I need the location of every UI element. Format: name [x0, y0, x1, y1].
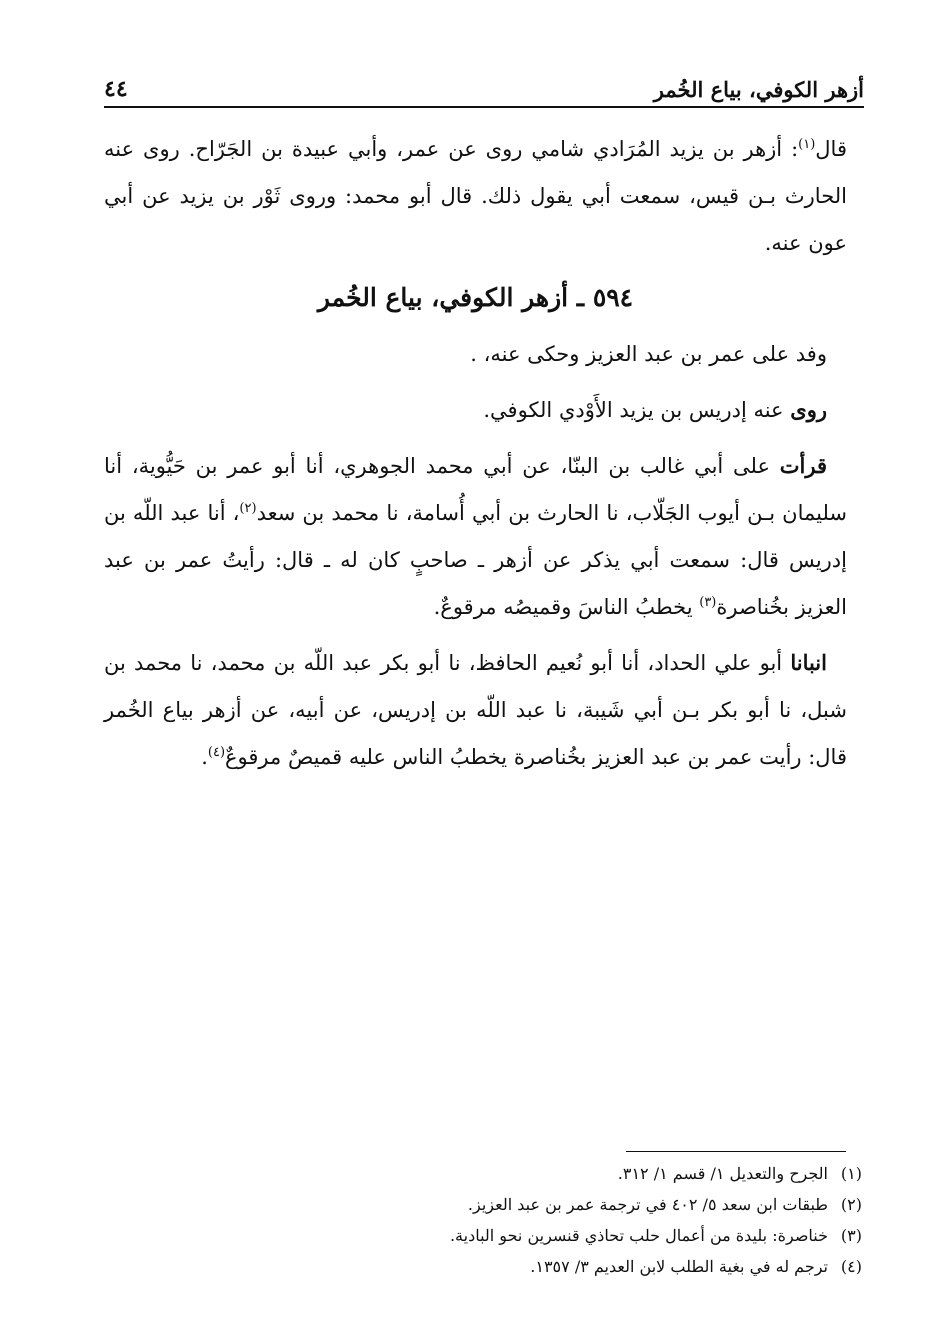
footnote-ref-1: (١): [798, 137, 816, 152]
footnotes: [120, 1158, 862, 1282]
footnote-2: [120, 1189, 862, 1220]
paragraph-5-end: .: [201, 745, 208, 769]
page-number: ٤٤: [104, 76, 128, 102]
paragraph-2: وفد على عمر بن عبد العزيز وحكى عنه، .: [470, 342, 827, 366]
entry-heading: ٥٩٤ ـ أزهر الكوفي، بياع الخُمر: [317, 283, 634, 312]
paragraph-5-lead: انبانا: [790, 650, 827, 675]
footnote-1: [120, 1158, 862, 1189]
spacer: [104, 434, 847, 442]
paragraph-3: [104, 386, 847, 434]
footnote-4: [120, 1251, 862, 1282]
paragraph-3-lead: روى: [790, 397, 827, 422]
footnote-number: (٤): [840, 1257, 862, 1276]
footnote-number: (٢): [840, 1195, 862, 1214]
running-title: أزهر الكوفي، بياع الخُمر: [653, 77, 864, 102]
paragraph-5-text: أبو علي الحداد، أنا أبو نُعيم الحافظ، نا أبو بكر عبد اللّه بن محمد، نا محمد بن شبل، نا أبو بكر بـن أبي شَيبة، نا عبد اللّه بن إدريس، عن أبيه، عن أزهر بياع الخُمر قال: رأيت عمر بن عبد العزيز بخُناصرة يخطبُ الناس عليه قميصٌ مرقوعٌ: [104, 651, 847, 769]
footnote-number: (٣): [840, 1226, 862, 1245]
paragraph-1-text: : أزهر بن يزيد المُرَادي شامي روى عن عمر، وأبي عبيدة بن الجَرّاح. روى عنه الحارث بـن قيس، سمعت أبي يقول ذلك. قال أبو محمد: وروى ثَوْر بن يزيد عن أبي عون عنه.: [104, 137, 847, 255]
paragraph-3-text: عنه إدريس بن يزيد الأَوْدي الكوفي.: [483, 398, 791, 422]
paragraph-4-text-a: على أبي غالب بن البنّا، عن أبي محمد الجوهري، أنا أبو عمر بن حَيُّوية، أنا سليمان بـن أيوب الجَلّاب، نا الحارث بن أبي أُسامة، نا محمد بن سعد: [104, 454, 847, 525]
footnote-text: الجرح والتعديل ١/ قسم ١/ ٣١٢.: [617, 1164, 828, 1183]
running-header: [104, 62, 864, 106]
footnote-ref-4: (٤): [207, 745, 226, 760]
footnote-text: ترجم له في بغية الطلب لابن العديم ٣/ ١٣٥٧.: [530, 1257, 828, 1276]
header-rule: [104, 106, 864, 108]
paragraph-4-lead: قرأت: [779, 453, 827, 478]
footnote-3: [120, 1220, 862, 1251]
body-text: [104, 126, 847, 781]
spacer: [104, 378, 847, 386]
paragraph-5: [104, 639, 847, 781]
footnote-text: خناصرة: بليدة من أعمال حلب تحاذي قنسرين نحو البادية.: [449, 1226, 828, 1245]
footnote-rule: [626, 1151, 846, 1152]
footnote-number: (١): [840, 1164, 862, 1183]
footnote-text: طبقات ابن سعد ٥/ ٤٠٢ في ترجمة عمر بن عبد العزيز.: [467, 1195, 828, 1214]
paragraph-4-text-b: ، أنا عبد اللّه بن إدريس قال: سمعت أبي يذكر عن أزهر ـ صاحبٍ كان له ـ قال: رأيتُ عمر بن عبد العزيز بخُناصرة: [104, 501, 847, 619]
footnote-ref-2: (٢): [239, 501, 257, 516]
paragraph-1-start: قال: [815, 137, 847, 161]
paragraph-1: [104, 126, 847, 267]
footnote-ref-3: (٣): [699, 595, 717, 610]
paragraph-4-text-c: يخطبُ الناسَ وقميصُه مرقوعٌ.: [433, 595, 700, 619]
paragraph-4: [104, 442, 847, 631]
spacer: [104, 631, 847, 639]
